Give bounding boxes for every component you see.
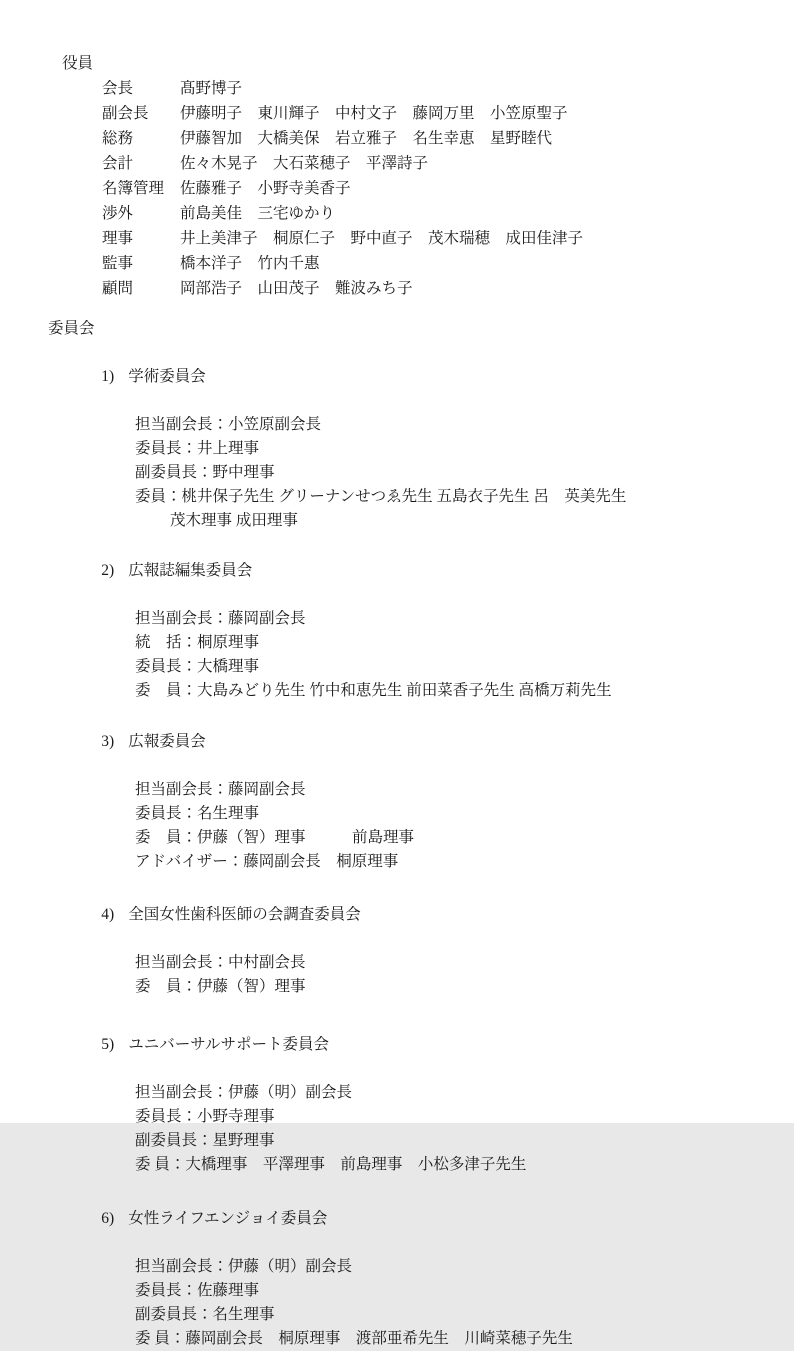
committee-name: ユニバーサルサポート委員会 (128, 1036, 329, 1053)
committee-line: 担当副会長：藤岡副会長 (135, 781, 306, 798)
officer-row (102, 126, 794, 151)
committee-name: 広報委員会 (128, 733, 206, 750)
committee-section (0, 879, 794, 999)
committee-line: 委員：桃井保子先生 グリーナンせつゑ先生 五島衣子先生 呂 英美先生 (135, 488, 627, 505)
officer-row (102, 76, 794, 101)
committee-line: アドバイザー：藤岡副会長 桐原理事 (135, 853, 399, 870)
committee-line: 委員長：井上理事 (135, 440, 260, 457)
officer-names: 伊藤明子 東川輝子 中村文子 藤岡万里 小笠原聖子 (180, 105, 568, 122)
officer-role: 会長 (102, 80, 134, 97)
committee-line: 委 員：大橋理事 平澤理事 前島理事 小松多津子先生 (135, 1156, 527, 1173)
committee-section (0, 706, 794, 874)
officer-role: 副会長 (102, 105, 149, 122)
officer-row (102, 176, 794, 201)
officer-row (102, 276, 794, 301)
officer-names: 前島美佳 三宅ゆかり (180, 205, 336, 222)
committee-line: 担当副会長：小笠原副会長 (135, 416, 322, 433)
officer-role: 会計 (102, 155, 134, 172)
committee-line: 委員長：大橋理事 (135, 658, 260, 675)
officer-names: 髙野博子 (180, 80, 243, 97)
committee-line: 担当副会長：伊藤（明）副会長 (135, 1084, 353, 1101)
officer-names: 井上美津子 桐原仁子 野中直子 茂木瑞穂 成田佳津子 (180, 230, 584, 247)
officer-names: 橋本洋子 竹内千惠 (180, 255, 320, 272)
officer-names: 岡部浩子 山田茂子 難波みち子 (180, 280, 413, 297)
officer-row (102, 201, 794, 226)
committee-section (0, 535, 794, 703)
committee-line: 担当副会長：中村副会長 (135, 954, 306, 971)
committee-title-row (78, 1009, 794, 1081)
committee-line: 担当副会長：伊藤（明）副会長 (135, 1258, 353, 1275)
committee-number: 3) (101, 733, 115, 750)
committee-line: 副委員長：名生理事 (135, 1306, 275, 1323)
committee-line-continuation: 茂木理事 成田理事 (170, 512, 298, 529)
committee-line: 統 括：桐原理事 (135, 634, 260, 651)
committee-line: 委員長：佐藤理事 (135, 1282, 260, 1299)
committee-title-row (78, 706, 794, 778)
officer-names: 佐々木晃子 大石菜穂子 平澤詩子 (180, 155, 429, 172)
committee-line: 副委員長：野中理事 (135, 464, 275, 481)
officer-role: 顧問 (102, 280, 134, 297)
committee-line: 担当副会長：藤岡副会長 (135, 610, 306, 627)
officer-role: 渉外 (102, 205, 134, 222)
committee-section (0, 341, 794, 533)
committee-line: 委 員：伊藤（智）理事 前島理事 (135, 829, 415, 846)
committee-section (0, 1183, 794, 1351)
committee-number: 6) (101, 1210, 115, 1227)
committee-title-row (78, 341, 794, 413)
officer-names: 佐藤雅子 小野寺美香子 (180, 180, 351, 197)
committee-name: 学術委員会 (128, 368, 206, 385)
committee-name: 女性ライフエンジョイ委員会 (128, 1210, 328, 1227)
officer-role: 総務 (102, 130, 134, 147)
committee-name: 広報誌編集委員会 (128, 562, 253, 579)
officer-row (102, 101, 794, 126)
committee-number: 4) (101, 906, 115, 923)
committee-title-row (78, 1183, 794, 1255)
officer-role: 監事 (102, 255, 134, 272)
committee-title-row (78, 879, 794, 951)
committee-title-row (78, 535, 794, 607)
committee-line: 委員長：名生理事 (135, 805, 260, 822)
committee-line: 副委員長：星野理事 (135, 1132, 275, 1149)
committees-heading: 委員会 (48, 320, 95, 337)
committee-line: 委員長：小野寺理事 (135, 1108, 275, 1125)
committee-line: 委 員：藤岡副会長 桐原理事 渡部亜希先生 川崎菜穂子先生 (135, 1330, 573, 1347)
officers-heading: 役員 (62, 55, 94, 72)
officer-role: 理事 (102, 230, 134, 247)
officer-row (102, 251, 794, 276)
committee-number: 2) (101, 562, 115, 579)
officer-row (102, 151, 794, 176)
officer-row (102, 226, 794, 251)
officer-names: 伊藤智加 大橋美保 岩立雅子 名生幸恵 星野睦代 (180, 130, 553, 147)
committee-section (0, 1009, 794, 1177)
committee-number: 1) (101, 368, 115, 385)
committee-line: 委 員：伊藤（智）理事 (135, 978, 306, 995)
officers-list (0, 76, 794, 301)
officer-role: 名簿管理 (102, 180, 165, 197)
committee-number: 5) (101, 1036, 115, 1053)
committee-line: 委 員：大島みどり先生 竹中和恵先生 前田菜香子先生 高橋万莉先生 (135, 682, 612, 699)
committee-name: 全国女性歯科医師の会調査委員会 (128, 906, 361, 923)
